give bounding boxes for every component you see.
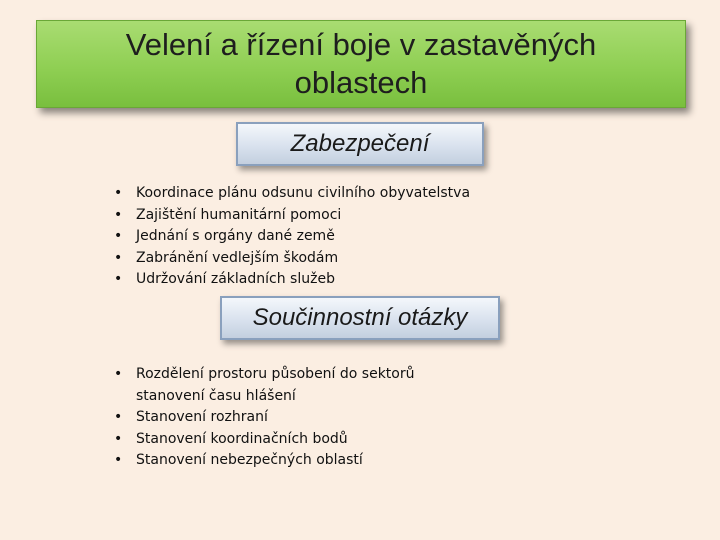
section-heading-box-zabezpeceni: [236, 122, 484, 166]
section-heading-box-soucinnostni-otazky: [220, 296, 500, 340]
bullet-list-soucinnostni-otazky: [114, 364, 534, 472]
bullet-item: • Stanovení nebezpečných oblastí: [114, 450, 534, 472]
bullet-item: • Stanovení rozhraní: [114, 407, 534, 429]
slide-title: Velení a řízení boje v zastavěných oblastech: [125, 27, 597, 100]
section-heading: Zabezpečení: [290, 130, 430, 157]
bullet-item: • Koordinace plánu odsunu civilního obyvatelstva: [114, 183, 534, 205]
bullet-item: • Jednání s orgány dané země: [114, 226, 534, 248]
title-box: [36, 20, 686, 108]
bullet-list-zabezpeceni: [114, 183, 534, 291]
section-heading: Součinnostní otázky: [252, 304, 468, 331]
bullet-item: • Zajištění humanitární pomoci: [114, 205, 534, 227]
bullet-item: • Rozdělení prostoru působení do sektorů stanovení času hlášení: [114, 364, 436, 407]
bullet-item: • Stanovení koordinačních bodů: [114, 429, 534, 451]
bullet-item: • Udržování základních služeb: [114, 269, 534, 291]
bullet-item: • Zabránění vedlejším škodám: [114, 248, 534, 270]
